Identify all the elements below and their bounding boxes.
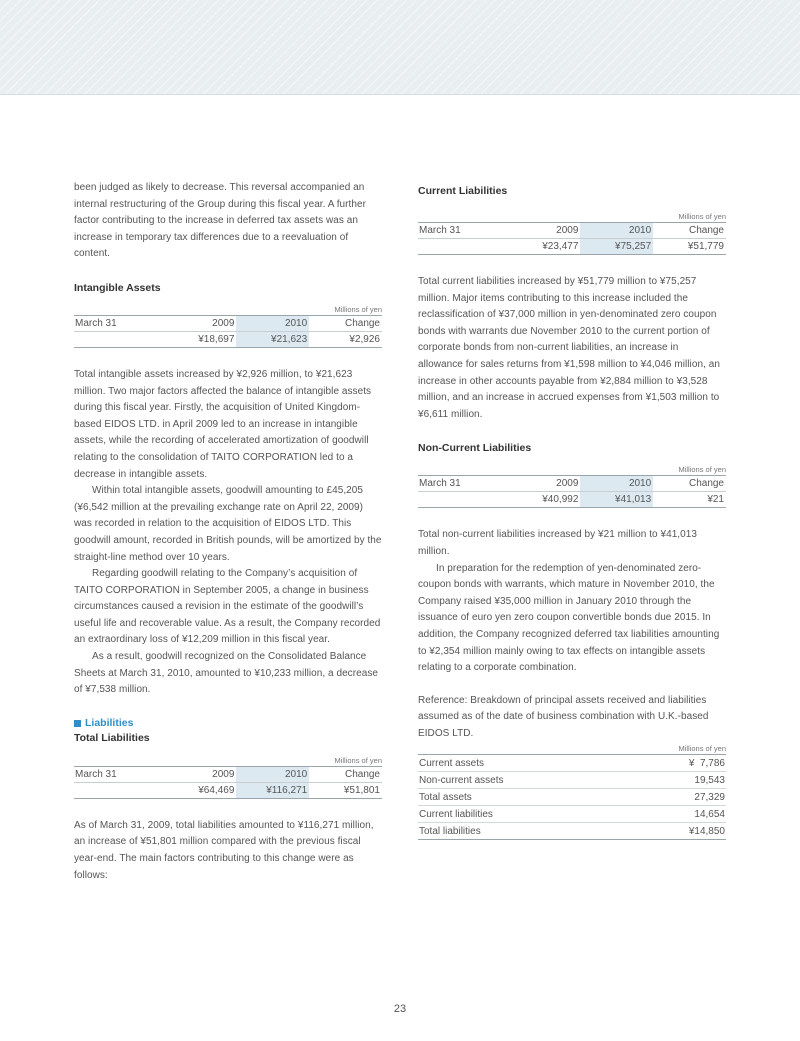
liabilities-title: Liabilities — [85, 716, 134, 729]
intangible-assets-table — [74, 315, 382, 348]
table-row — [74, 782, 382, 798]
change-header: Change — [653, 476, 726, 492]
table-row — [418, 772, 726, 789]
intangible-unit-label: Millions of yen — [334, 304, 382, 314]
total-liabilities-text: As of March 31, 2009, total liabilities amounted to ¥116,271 million, an increase of ¥51,801 million compared with the previous fiscal year-end. The main factors contributing to this change were as follows: — [74, 819, 374, 881]
current-liabilities-heading: Current Liabilities — [418, 185, 508, 197]
intangible-text — [74, 367, 382, 699]
row-label: Current liabilities — [418, 806, 632, 823]
value-change: ¥51,801 — [309, 782, 382, 798]
date-label: March 31 — [74, 766, 164, 782]
year-2009-header: 2009 — [508, 476, 581, 492]
non-current-text — [418, 527, 726, 676]
row-value: 19,543 — [632, 772, 726, 789]
table-row — [418, 789, 726, 806]
value-change: ¥21 — [653, 492, 726, 508]
total-liabilities-heading: Total Liabilities — [74, 731, 150, 744]
paragraph: As a result, goodwill recognized on the Consolidated Balance Sheets at March 31, 2010, amounted to ¥10,233 million, a decrease of ¥7,538 million. — [74, 651, 378, 696]
row-label: Total liabilities — [418, 823, 632, 840]
table-header-row — [74, 766, 382, 782]
left-column — [74, 180, 382, 884]
value-2009: ¥64,469 — [164, 782, 237, 798]
reference-table — [418, 754, 726, 840]
year-2010-header: 2010 — [580, 223, 653, 239]
paragraph: Total non-current liabilities increased by ¥21 million to ¥41,013 million. — [418, 529, 697, 557]
date-label: March 31 — [74, 315, 164, 331]
row-label: Non-current assets — [418, 772, 632, 789]
paragraph: Total intangible assets increased by ¥2,926 million, to ¥21,623 million. Two major factors affected the balance of intangible assets during this fiscal year. Firstly, the acquisition of United Kingdom-based EIDOS LTD. in April 2009 led to an increase in intangible assets, while the recording of accelerated amortization of goodwill relating to the consolidation of TAITO CORPORATION led to a decrease in intangible assets. — [74, 368, 372, 480]
non-current-unit-label: Millions of yen — [678, 465, 726, 475]
total-liabilities-table — [74, 766, 382, 799]
square-bullet-icon — [74, 720, 81, 727]
year-2010-header: 2010 — [580, 476, 653, 492]
row-value: 27,329 — [632, 789, 726, 806]
header-band — [0, 0, 800, 95]
table-row — [418, 239, 726, 255]
year-2009-header: 2009 — [508, 223, 581, 239]
current-liabilities-text: Total current liabilities increased by ¥51,779 million to ¥75,257 million. Major items contributing to this increase included the reclassification of ¥37,000 million in yen-denominated zero coupon bonds with warrants due November 2010 to the current portion of corporate bonds from non-current liabilities, an increase in allowance for sales returns from ¥1,598 million to ¥4,046 million, an increase in other accounts payable from ¥2,884 million to ¥3,528 million, and an increase in accrued expenses from ¥1,503 million to ¥6,611 million. — [418, 276, 720, 420]
change-header: Change — [653, 223, 726, 239]
non-current-liabilities-heading: Non-Current Liabilities — [418, 442, 532, 455]
change-header: Change — [309, 766, 382, 782]
intro-paragraph: been judged as likely to decrease. This reversal accompanied an internal restructuring of the Group during this fiscal year. A further factor contributing to the increase in deferred tax assets was an increase in temporary tax differences due to a reevaluation of content. — [74, 182, 366, 260]
value-2009: ¥40,992 — [508, 492, 581, 508]
page-number: 23 — [393, 1003, 407, 1015]
table-header-row — [74, 315, 382, 331]
table-header-row — [418, 223, 726, 239]
row-value: ¥ 7,786 — [632, 755, 726, 772]
value-2010: ¥75,257 — [580, 239, 653, 255]
current-liabilities-table — [418, 222, 726, 255]
date-label: March 31 — [418, 476, 508, 492]
non-current-liabilities-table — [418, 475, 726, 508]
value-change: ¥2,926 — [309, 331, 382, 347]
paragraph: Within total intangible assets, goodwill amounting to £45,205 (¥6,542 million at the prevailing exchange rate on April 22, 2009) was recorded in relation to the acquisition of EIDOS LTD. This goodwill amount, recorded in British pounds, will be amortized by the straight-line method over 10 years. — [74, 485, 382, 563]
reference-unit-label: Millions of yen — [678, 744, 726, 754]
table-row — [418, 492, 726, 508]
paragraph: In preparation for the redemption of yen-denominated zero-coupon bonds with warrants, which mature in November 2010, the Company raised ¥35,000 million in January 2010 through the issuance of euro yen zero coupon convertible bonds due 2015. In addition, the Company recognized deferred tax liabilities amounting to ¥2,354 million mainly owing to tax effects on intangible assets relating to a corporate combination. — [418, 562, 720, 674]
value-2009: ¥23,477 — [508, 239, 581, 255]
row-value: 14,654 — [632, 806, 726, 823]
reference-text: Reference: Breakdown of principal assets received and liabilities assumed as of the date of business combination with U.K.-based EIDOS LTD. — [418, 694, 709, 739]
table-row — [418, 755, 726, 772]
current-unit-label: Millions of yen — [678, 212, 726, 221]
change-header: Change — [309, 315, 382, 331]
liabilities-section-heading — [74, 716, 382, 731]
year-2010-header: 2010 — [236, 766, 309, 782]
intangible-assets-heading: Intangible Assets — [74, 281, 161, 294]
year-2010-header: 2010 — [236, 315, 309, 331]
row-label: Current assets — [418, 755, 632, 772]
value-2010: ¥21,623 — [236, 331, 309, 347]
table-row — [74, 331, 382, 347]
value-2010: ¥116,271 — [236, 782, 309, 798]
row-label: Total assets — [418, 789, 632, 806]
value-2009: ¥18,697 — [164, 331, 237, 347]
table-header-row — [418, 476, 726, 492]
total-liabilities-unit-label: Millions of yen — [334, 755, 382, 765]
right-column — [418, 180, 726, 840]
year-2009-header: 2009 — [164, 315, 237, 331]
row-value: ¥14,850 — [632, 823, 726, 840]
table-row — [418, 806, 726, 823]
year-2009-header: 2009 — [164, 766, 237, 782]
value-change: ¥51,779 — [653, 239, 726, 255]
value-2010: ¥41,013 — [580, 492, 653, 508]
date-label: March 31 — [418, 223, 508, 239]
paragraph: Regarding goodwill relating to the Company’s acquisition of TAITO CORPORATION in September 2005, a change in business circumstances caused a revision in the estimate of the goodwill’s useful life and recoverable value. As a result, the Company recorded an extraordinary loss of ¥12,209 million in this fiscal year. — [74, 568, 381, 646]
table-row — [418, 823, 726, 840]
